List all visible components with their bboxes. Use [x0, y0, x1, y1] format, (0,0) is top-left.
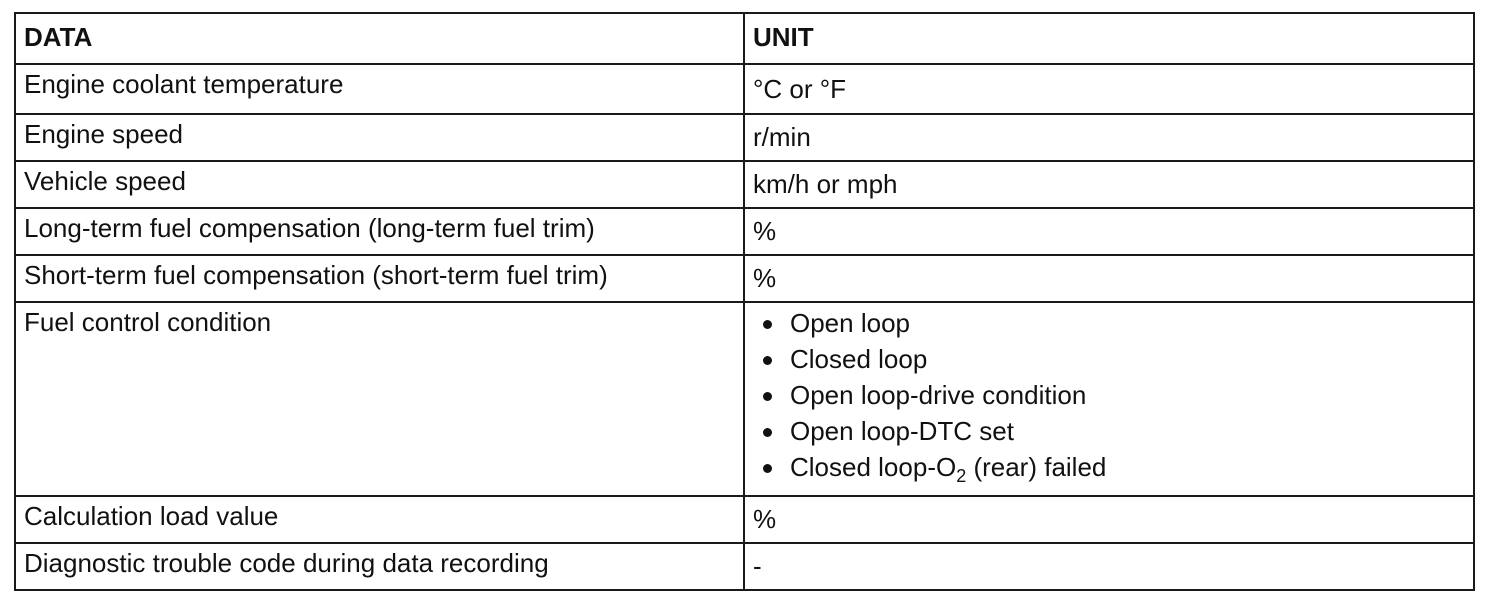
- table-row: [15, 208, 1474, 255]
- fuel-condition-list: [753, 303, 1465, 485]
- table-row: [15, 496, 1474, 543]
- unit-cell: %: [744, 208, 1474, 255]
- list-item-text: (rear) failed: [966, 452, 1107, 482]
- table-row: [15, 161, 1474, 208]
- unit-cell: %: [744, 255, 1474, 302]
- data-unit-table: [14, 12, 1475, 591]
- unit-cell: r/min: [744, 114, 1474, 161]
- data-cell: Engine coolant temperature: [15, 64, 744, 114]
- list-item: [753, 449, 1465, 485]
- list-item: Open loop: [753, 305, 1465, 341]
- data-cell: Diagnostic trouble code during data recording: [15, 543, 744, 590]
- table-row: [15, 114, 1474, 161]
- list-item-text: Closed loop-O: [790, 452, 957, 482]
- subscript: 2: [956, 466, 967, 487]
- data-cell: Calculation load value: [15, 496, 744, 543]
- unit-cell: km/h or mph: [744, 161, 1474, 208]
- table-row: [15, 255, 1474, 302]
- table-row: [15, 64, 1474, 114]
- list-item: Open loop-DTC set: [753, 413, 1465, 449]
- data-cell: Short-term fuel compensation (short-term fuel trim): [15, 255, 744, 302]
- list-item: Closed loop: [753, 341, 1465, 377]
- unit-cell: %: [744, 496, 1474, 543]
- unit-cell: [744, 302, 1474, 496]
- unit-cell: °C or °F: [744, 64, 1474, 114]
- column-header-unit: UNIT: [744, 13, 1474, 64]
- data-cell: Long-term fuel compensation (long-term fuel trim): [15, 208, 744, 255]
- unit-cell: -: [744, 543, 1474, 590]
- data-cell: Engine speed: [15, 114, 744, 161]
- column-header-data: DATA: [15, 13, 744, 64]
- table-header-row: [15, 13, 1474, 64]
- data-cell: Fuel control condition: [15, 302, 744, 496]
- list-item: Open loop-drive condition: [753, 377, 1465, 413]
- table-row: [15, 543, 1474, 590]
- table-row: [15, 302, 1474, 496]
- data-cell: Vehicle speed: [15, 161, 744, 208]
